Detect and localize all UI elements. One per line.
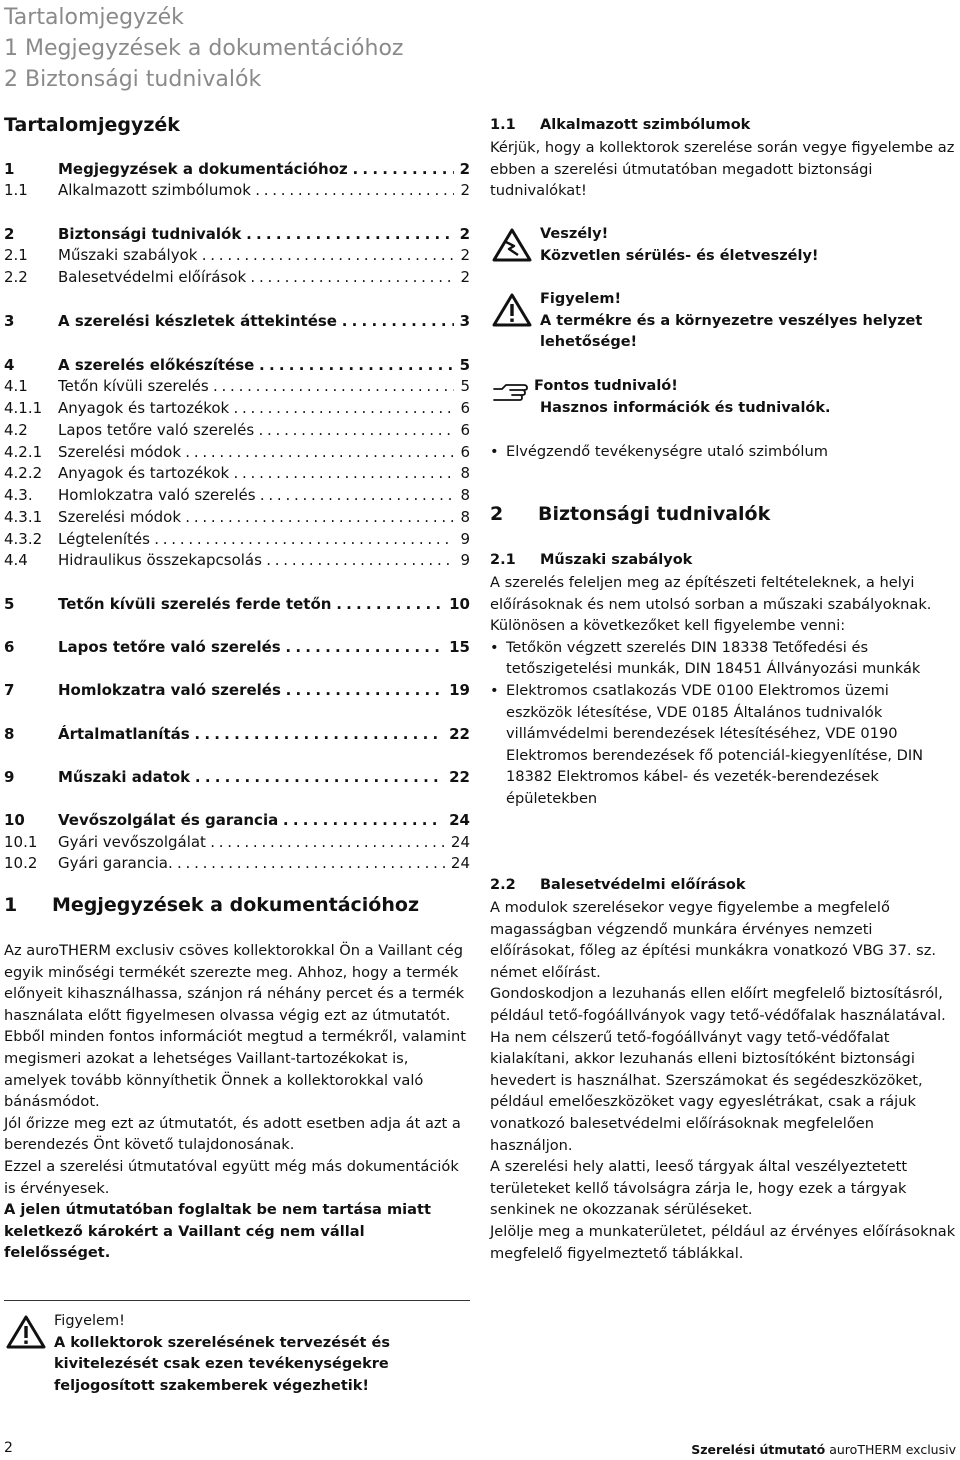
toc-entry [4, 420, 470, 442]
toc-entry [4, 853, 470, 875]
toc-entry-page: 24 [445, 832, 470, 854]
list-item: • Elektromos csatlakozás VDE 0100 Elektromos üzemi eszközök létesítése, VDE 0185 Általános tudnivalók villámvédelmi berendezések létesítéséhez, VDE 0190 Elektromos berendezések fő potenciál-kiegyenlítése, DIN 18382 Elektromos kábel- és vezeték-berendezések épületekben [490, 680, 958, 810]
toc-entry [4, 180, 470, 202]
toc-entry-number: 10.1 [4, 833, 38, 851]
toc-entry-number: 2.2 [4, 268, 28, 286]
toc-entry-title: Homlokzatra való szerelés . . . [58, 680, 470, 702]
toc-entry-number: 9 [4, 768, 15, 786]
toc-entry-page: 9 [454, 550, 470, 572]
paragraph: Jól őrizze meg ezt az útmutatót, és adott esetben adja át azt a berendezés Önt követő tulajdonosának. [4, 1114, 461, 1154]
toc-entry-number: 4.1 [4, 377, 28, 395]
toc-entry-number: 3 [4, 312, 15, 330]
toc-entry-number: 7 [4, 681, 15, 699]
toc-entry-number: 4.3. [4, 486, 33, 504]
list-item: • Tetőkön végzett szerelés DIN 18338 Tetőfedési és tetőszigetelési munkák, DIN 18451 Állványozási munkák [490, 637, 958, 680]
section21-body [490, 572, 958, 810]
toc-entry [4, 398, 470, 420]
toc-entry-number: 4.1.1 [4, 399, 43, 417]
warning-symbol-block [490, 289, 960, 354]
toc-entry-page: 2 [454, 224, 470, 246]
toc-entry-title: Légtelenítés . . . [58, 529, 470, 551]
toc-entry [4, 810, 470, 832]
toc-entry-number: 10.2 [4, 854, 38, 872]
toc-entry-title: Balesetvédelmi előírások . . . [58, 267, 470, 289]
section1-title: Megjegyzések a dokumentációhoz [52, 894, 420, 916]
section21-number: 2.1 [490, 552, 516, 568]
toc-entry-page: 6 [454, 420, 470, 442]
toc-entry-number: 4.3.1 [4, 508, 43, 526]
section22-heading [490, 877, 746, 893]
toc-entry-number: 4.2 [4, 421, 28, 439]
toc-entry-title: Anyagok és tartozékok . . . [58, 463, 470, 485]
toc-entry-title: Ártalmatlanítás . . . [58, 724, 470, 746]
info-label: Fontos tudnivaló! [534, 378, 678, 394]
toc-entry-page: 6 [454, 398, 470, 420]
toc-entry [4, 311, 470, 333]
toc-entry-page: 8 [454, 507, 470, 529]
toc-entry-page: 3 [454, 311, 470, 333]
toc-entry-page: 24 [445, 853, 470, 875]
toc-entry [4, 767, 470, 789]
toc-entry-title: Lapos tetőre való szerelés . . . [58, 637, 470, 659]
paragraph: Ha nem célszerű tető-fogóállványt vagy tető-védőfalat kialakítani, akkor lezuhanás elleni biztosítóként biztonsági hevedert is használhat. Szerszámokat és segédeszközöket, például emelőeszközöket vagy egyeslétrákat, csak a rájuk vonatkozó balesetvédelmi előírásoknak megfelelően használjon. [490, 1028, 923, 1154]
toc-entry-title: A szerelés előkészítése . . . [58, 355, 470, 377]
section21-heading [490, 552, 692, 568]
toc-entry [4, 224, 470, 246]
toc-entry [4, 550, 470, 572]
toc-entry-title: A szerelési készletek áttekintése . . . [58, 311, 470, 333]
paragraph: Gondoskodjon a lezuhanás ellen előírt megfelelő biztosításról, például tető-fogóállványok vagy tető-védőfalak használatával. [490, 985, 946, 1024]
toc-entry-number: 4 [4, 356, 15, 374]
toc-entry-number: 8 [4, 725, 15, 743]
toc-entry-title: Alkalmazott szimbólumok . . . [58, 180, 470, 202]
toc-entry-number: 5 [4, 595, 15, 613]
paragraph: Jelölje meg a munkaterületet, például az érvényes előírásoknak megfelelő figyelmeztető táblákkal. [490, 1222, 956, 1262]
toc-entry-number: 1.1 [4, 181, 28, 199]
section22-number: 2.2 [490, 877, 516, 893]
warning-note [4, 1300, 470, 1394]
paragraph: Ezzel a szerelési útmutatóval együtt még más dokumentációk is érvényesek. [4, 1157, 459, 1197]
task-symbol-text: • Elvégzendő tevékenységre utaló szimbólum [490, 441, 958, 463]
section1-number: 1 [4, 894, 18, 916]
toc-entry-page: 24 [443, 810, 470, 832]
toc-entry-page: 9 [454, 529, 470, 551]
pointing-hand-icon [492, 380, 532, 404]
paragraph: A szerelési hely alatti, leeső tárgyak által veszélyeztetett területeket kellő távolságra zárja le, hogy ezek a tárgyak senkinek ne okozzanak sérüléseket. [490, 1158, 908, 1219]
toc-entry [4, 245, 470, 267]
toc-entry [4, 159, 470, 181]
toc-entry-title: Biztonsági tudnivalók . . . [58, 224, 470, 246]
section11-title: Alkalmazott szimbólumok [540, 117, 751, 133]
liability-paragraph: A jelen útmutatóban foglaltak be nem tartása miatt keletkező károkért a Vaillant cég nem vállal felelősséget. [4, 1201, 431, 1262]
toc-entry-number: 1 [4, 160, 15, 178]
section11-heading [490, 117, 750, 133]
toc-entry-title: Anyagok és tartozékok . . . [58, 398, 470, 420]
toc-entry-title: Tetőn kívüli szerelés ferde tetőn . . . [58, 594, 470, 616]
toc-entry [4, 376, 470, 398]
section2-number: 2 [490, 503, 504, 525]
footer-document-title [691, 1442, 956, 1457]
toc-entry-page: 8 [454, 463, 470, 485]
info-symbol-block [490, 376, 960, 419]
section11-number: 1.1 [490, 117, 516, 133]
toc-entry-title: Gyári garancia. . . . [58, 853, 470, 875]
paragraph: A modulok szerelésekor vegye figyelembe a megfelelő magasságban végzendő munkára érvényes nemzeti előírásokat, főleg az építési munkákra vonatkozó VBG 37. sz. német előírást. [490, 899, 937, 981]
section2-heading [490, 503, 770, 525]
toc-entry-number: 2 [4, 225, 15, 243]
toc-entry [4, 442, 470, 464]
toc-entry [4, 832, 470, 854]
toc-entry [4, 637, 470, 659]
toc-entry-title: Műszaki szabályok . . . [58, 245, 470, 267]
section11-intro: Kérjük, hogy a kollektorok szerelése során vegye figyelembe az ebben a szerelési útmutatóban megadott biztonsági tudnivalókat! [490, 139, 955, 200]
electric-hazard-icon [492, 228, 532, 262]
task-symbol-line [490, 441, 958, 463]
toc-title: Tartalomjegyzék [4, 114, 180, 136]
toc-entry-number: 4.4 [4, 551, 28, 569]
toc-entry-page: 2 [454, 180, 470, 202]
footer-product: auroTHERM exclusiv [829, 1442, 956, 1457]
footer-doc-type: Szerelési útmutató [691, 1442, 826, 1457]
warning-triangle-icon [6, 1315, 46, 1349]
toc-entry [4, 724, 470, 746]
toc-entry [4, 507, 470, 529]
toc-entry [4, 463, 470, 485]
toc-entry-number: 2.1 [4, 246, 28, 264]
toc-entry-title: Hidraulikus összekapcsolás . . . [58, 550, 470, 572]
info-text: Hasznos információk és tudnivalók. [540, 399, 831, 416]
section22-body [490, 897, 958, 1264]
toc-entry-page: 2 [454, 267, 470, 289]
toc-entry-title: Szerelési módok . . . [58, 507, 470, 529]
toc-entry-title: Megjegyzések a dokumentációhoz . . . [58, 159, 470, 181]
toc-entry-title: Vevőszolgálat és garancia . . . [58, 810, 470, 832]
note-label: Figyelem! [54, 1313, 125, 1329]
toc-entry-page: 6 [454, 442, 470, 464]
header-line-section1: 1 Megjegyzések a dokumentációhoz [4, 36, 404, 61]
toc-entry-number: 4.3.2 [4, 530, 43, 548]
toc-entry-number: 10 [4, 811, 25, 829]
toc-entry-title: Tetőn kívüli szerelés . . . [58, 376, 470, 398]
toc-entry [4, 485, 470, 507]
section1-body [4, 940, 472, 1264]
paragraph: Az auroTHERM exclusiv csöves kollektorokkal Ön a Vaillant cég egyik minőségi termékét szerezte meg. Ahhoz, hogy a termék előnyeit kihasználhassa, szánjon rá néhány percet és a termék használata előtt figyelmesen olvassa végig ezt az útmutatót. Ebből minden fontos információt megtud a termékről, valamint megismeri azokat a lehetséges Vaillant-tartozékokat is, amelyek tovább könnyíthetik Önnek a kollektorokkal való bánásmódot. [4, 942, 466, 1111]
toc-entry [4, 267, 470, 289]
header-line-section2: 2 Biztonsági tudnivalók [4, 67, 262, 92]
toc-entry-title: Gyári vevőszolgálat . . . [58, 832, 470, 854]
toc-entry [4, 355, 470, 377]
note-text: A kollektorok szerelésének tervezését és kivitelezését csak ezen tevékenységekre feljogosított szakemberek végezhetik! [54, 1334, 390, 1394]
warning-triangle-icon [492, 293, 532, 327]
toc-entry-page: 8 [454, 485, 470, 507]
warning-text: A termékre és a környezetre veszélyes helyzet lehetősége! [540, 312, 923, 350]
page-number: 2 [4, 1440, 13, 1456]
toc-entry-title: Szerelési módok . . . [58, 442, 470, 464]
toc-entry-page: 5 [454, 376, 470, 398]
paragraph: A szerelés feleljen meg az építészeti feltételeknek, a helyi előírásoknak és nem utolsó sorban a műszaki szabályoknak. Különösen a következőket kell figyelembe venni: [490, 574, 932, 635]
danger-label: Veszély! [540, 226, 609, 242]
toc-entry-number: 6 [4, 638, 15, 656]
toc-entry-title: Lapos tetőre való szerelés . . . [58, 420, 470, 442]
toc-entry-title: Műszaki adatok . . . [58, 767, 470, 789]
toc-entry-page: 15 [443, 637, 470, 659]
toc-entry-page: 2 [454, 245, 470, 267]
section21-title: Műszaki szabályok [540, 552, 693, 568]
toc-entry-page: 22 [443, 767, 470, 789]
toc-entry-title: Homlokzatra való szerelés . . . [58, 485, 470, 507]
toc-entry-number: 4.2.2 [4, 464, 43, 482]
section1-heading [4, 894, 419, 916]
toc-entry [4, 529, 470, 551]
toc-entry [4, 594, 470, 616]
section22-title: Balesetvédelmi előírások [540, 877, 746, 893]
toc-entry-page: 19 [443, 680, 470, 702]
section2-title: Biztonsági tudnivalók [538, 503, 771, 525]
toc-entry-number: 4.2.1 [4, 443, 43, 461]
danger-text: Közvetlen sérülés- és életveszély! [540, 247, 819, 264]
danger-symbol-block [490, 224, 960, 267]
toc-entry [4, 680, 470, 702]
toc-entry-page: 22 [443, 724, 470, 746]
toc-entry-page: 2 [454, 159, 470, 181]
header-line-toc: Tartalomjegyzék [4, 5, 184, 30]
warning-label: Figyelem! [540, 291, 622, 307]
toc-entry-page: 10 [443, 594, 470, 616]
toc-entry-page: 5 [454, 355, 470, 377]
running-header [4, 2, 403, 95]
